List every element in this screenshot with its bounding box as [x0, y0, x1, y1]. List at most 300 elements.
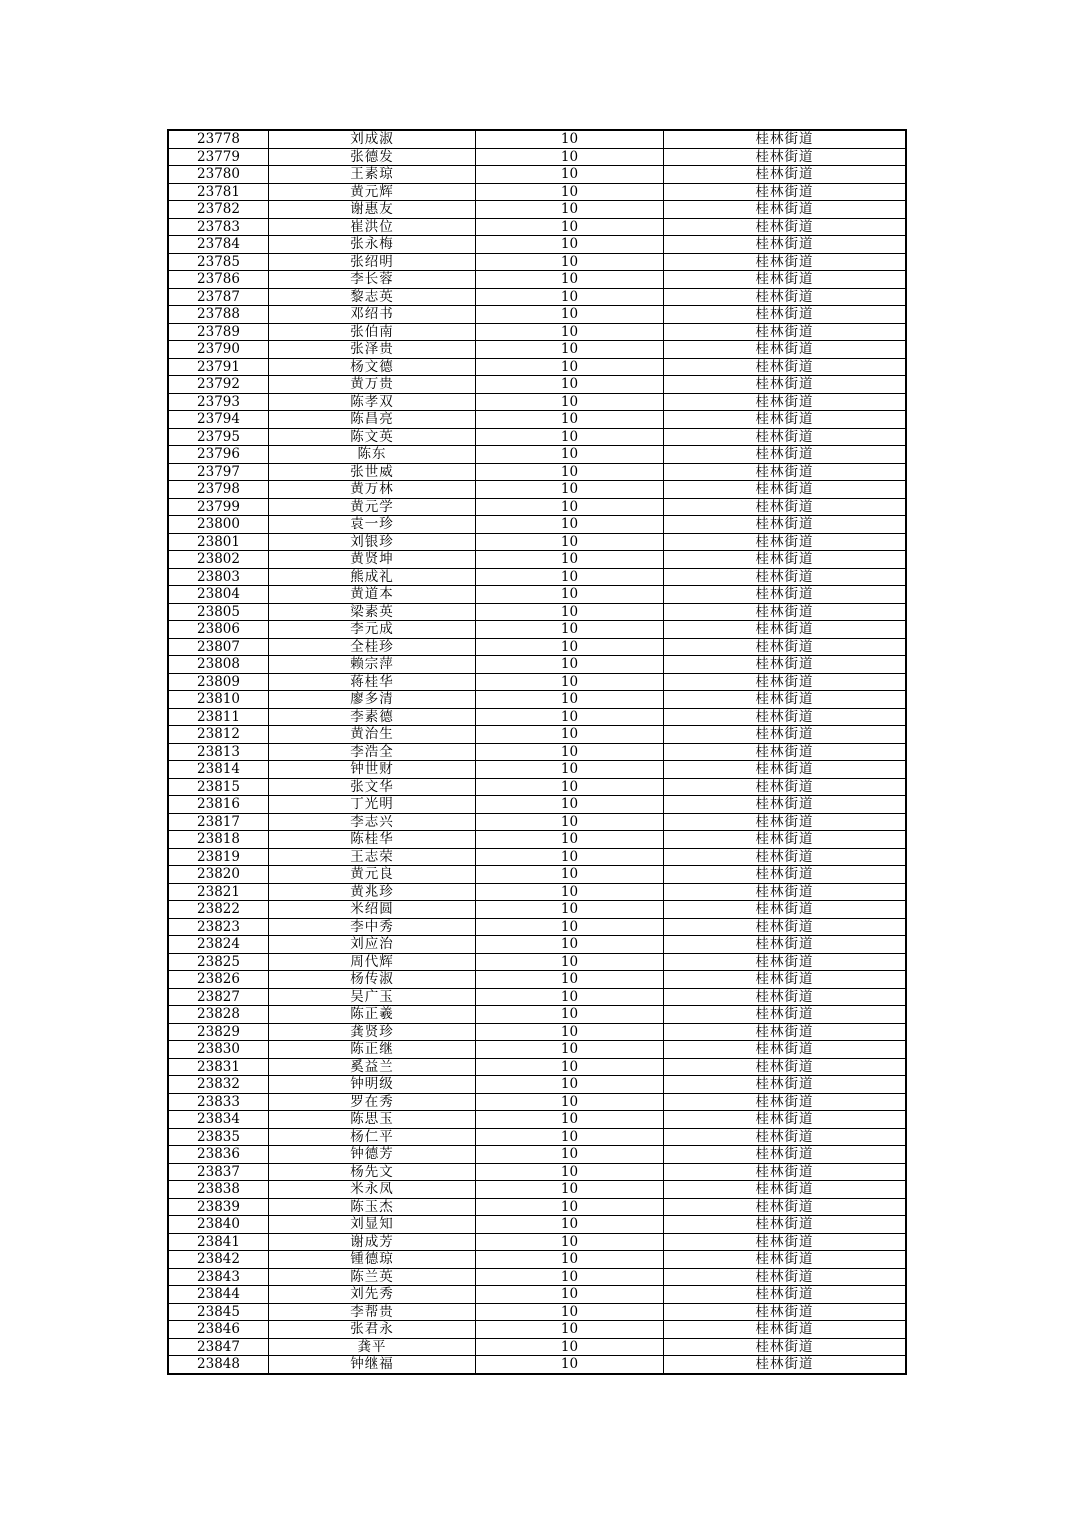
table-row [168, 848, 906, 866]
name-cell: 邓绍书 [269, 306, 476, 324]
amount-cell: 10 [476, 708, 664, 726]
table-row [168, 183, 906, 201]
amount-cell: 10 [476, 1356, 664, 1374]
name-cell: 张泽贵 [269, 341, 476, 359]
name-cell: 刘应治 [269, 936, 476, 954]
name-cell: 廖多清 [269, 691, 476, 709]
serial-number-cell: 23800 [168, 516, 269, 534]
table-row [168, 708, 906, 726]
subdistrict-cell: 桂林街道 [664, 463, 907, 481]
subdistrict-cell: 桂林街道 [664, 148, 907, 166]
table-row [168, 1233, 906, 1251]
serial-number-cell: 23795 [168, 428, 269, 446]
table-row [168, 341, 906, 359]
amount-cell: 10 [476, 1251, 664, 1269]
table-row [168, 148, 906, 166]
subdistrict-cell: 桂林街道 [664, 761, 907, 779]
subdistrict-cell: 桂林街道 [664, 551, 907, 569]
serial-number-cell: 23786 [168, 271, 269, 289]
serial-number-cell: 23838 [168, 1181, 269, 1199]
name-cell: 陈思玉 [269, 1111, 476, 1129]
serial-number-cell: 23791 [168, 358, 269, 376]
serial-number-cell: 23785 [168, 253, 269, 271]
name-cell: 李帮贵 [269, 1303, 476, 1321]
subdistrict-cell: 桂林街道 [664, 358, 907, 376]
subdistrict-cell: 桂林街道 [664, 271, 907, 289]
table-row [168, 1338, 906, 1356]
serial-number-cell: 23799 [168, 498, 269, 516]
serial-number-cell: 23824 [168, 936, 269, 954]
serial-number-cell: 23822 [168, 901, 269, 919]
serial-number-cell: 23803 [168, 568, 269, 586]
amount-cell: 10 [476, 516, 664, 534]
amount-cell: 10 [476, 831, 664, 849]
name-cell: 黄万林 [269, 481, 476, 499]
amount-cell: 10 [476, 1128, 664, 1146]
serial-number-cell: 23827 [168, 988, 269, 1006]
serial-number-cell: 23789 [168, 323, 269, 341]
subdistrict-cell: 桂林街道 [664, 183, 907, 201]
serial-number-cell: 23820 [168, 866, 269, 884]
subdistrict-cell: 桂林街道 [664, 1181, 907, 1199]
table-row [168, 376, 906, 394]
subdistrict-cell: 桂林街道 [664, 498, 907, 516]
amount-cell: 10 [476, 393, 664, 411]
amount-cell: 10 [476, 323, 664, 341]
name-cell: 王素琼 [269, 166, 476, 184]
name-cell: 周代辉 [269, 953, 476, 971]
serial-number-cell: 23836 [168, 1146, 269, 1164]
name-cell: 刘银珍 [269, 533, 476, 551]
name-cell: 陈文英 [269, 428, 476, 446]
table-row [168, 1093, 906, 1111]
table-row [168, 1268, 906, 1286]
name-cell: 梁素英 [269, 603, 476, 621]
table-row [168, 1041, 906, 1059]
serial-number-cell: 23846 [168, 1321, 269, 1339]
amount-cell: 10 [476, 130, 664, 148]
amount-cell: 10 [476, 218, 664, 236]
serial-number-cell: 23839 [168, 1198, 269, 1216]
amount-cell: 10 [476, 1023, 664, 1041]
serial-number-cell: 23832 [168, 1076, 269, 1094]
subdistrict-cell: 桂林街道 [664, 883, 907, 901]
amount-cell: 10 [476, 1146, 664, 1164]
serial-number-cell: 23805 [168, 603, 269, 621]
table-row [168, 533, 906, 551]
name-cell: 杨仁平 [269, 1128, 476, 1146]
name-cell: 钟继福 [269, 1356, 476, 1374]
amount-cell: 10 [476, 1198, 664, 1216]
table-row [168, 761, 906, 779]
serial-number-cell: 23819 [168, 848, 269, 866]
table-row [168, 463, 906, 481]
serial-number-cell: 23808 [168, 656, 269, 674]
table-row [168, 656, 906, 674]
serial-number-cell: 23787 [168, 288, 269, 306]
table-row [168, 411, 906, 429]
table-row [168, 166, 906, 184]
amount-cell: 10 [476, 236, 664, 254]
name-cell: 李志兴 [269, 813, 476, 831]
subdistrict-cell: 桂林街道 [664, 691, 907, 709]
name-cell: 陈正羲 [269, 1006, 476, 1024]
name-cell: 黄元学 [269, 498, 476, 516]
serial-number-cell: 23807 [168, 638, 269, 656]
serial-number-cell: 23817 [168, 813, 269, 831]
subdistrict-cell: 桂林街道 [664, 953, 907, 971]
amount-cell: 10 [476, 953, 664, 971]
table-row [168, 691, 906, 709]
serial-number-cell: 23780 [168, 166, 269, 184]
serial-number-cell: 23812 [168, 726, 269, 744]
table-row [168, 218, 906, 236]
subdistrict-cell: 桂林街道 [664, 516, 907, 534]
amount-cell: 10 [476, 866, 664, 884]
name-cell: 奚益兰 [269, 1058, 476, 1076]
amount-cell: 10 [476, 1181, 664, 1199]
serial-number-cell: 23811 [168, 708, 269, 726]
table-row [168, 428, 906, 446]
subdistrict-cell: 桂林街道 [664, 848, 907, 866]
amount-cell: 10 [476, 603, 664, 621]
name-cell: 陈兰英 [269, 1268, 476, 1286]
subdistrict-cell: 桂林街道 [664, 1321, 907, 1339]
name-cell: 黄道本 [269, 586, 476, 604]
amount-cell: 10 [476, 498, 664, 516]
subdistrict-cell: 桂林街道 [664, 586, 907, 604]
table-row [168, 1006, 906, 1024]
table-row [168, 1181, 906, 1199]
subdistrict-cell: 桂林街道 [664, 708, 907, 726]
amount-cell: 10 [476, 446, 664, 464]
name-cell: 陈玉杰 [269, 1198, 476, 1216]
subdistrict-cell: 桂林街道 [664, 1006, 907, 1024]
name-cell: 熊成礼 [269, 568, 476, 586]
table-row [168, 551, 906, 569]
name-cell: 陈桂华 [269, 831, 476, 849]
table-row [168, 813, 906, 831]
amount-cell: 10 [476, 586, 664, 604]
subdistrict-cell: 桂林街道 [664, 1233, 907, 1251]
name-cell: 钟明级 [269, 1076, 476, 1094]
table-row [168, 1163, 906, 1181]
name-cell: 刘先秀 [269, 1286, 476, 1304]
table-row [168, 271, 906, 289]
amount-cell: 10 [476, 638, 664, 656]
serial-number-cell: 23837 [168, 1163, 269, 1181]
subdistrict-cell: 桂林街道 [664, 621, 907, 639]
amount-cell: 10 [476, 183, 664, 201]
subdistrict-cell: 桂林街道 [664, 656, 907, 674]
subdistrict-cell: 桂林街道 [664, 201, 907, 219]
name-cell: 黎志英 [269, 288, 476, 306]
name-cell: 黄贤坤 [269, 551, 476, 569]
subdistrict-cell: 桂林街道 [664, 1268, 907, 1286]
amount-cell: 10 [476, 1321, 664, 1339]
subdistrict-cell: 桂林街道 [664, 673, 907, 691]
amount-cell: 10 [476, 656, 664, 674]
table-row [168, 358, 906, 376]
name-cell: 黄兆珍 [269, 883, 476, 901]
table-row [168, 1321, 906, 1339]
table-row [168, 498, 906, 516]
name-cell: 崔洪位 [269, 218, 476, 236]
name-cell: 李浩全 [269, 743, 476, 761]
table-row [168, 393, 906, 411]
subdistrict-cell: 桂林街道 [664, 743, 907, 761]
amount-cell: 10 [476, 376, 664, 394]
subdistrict-cell: 桂林街道 [664, 918, 907, 936]
name-cell: 吴广玉 [269, 988, 476, 1006]
serial-number-cell: 23828 [168, 1006, 269, 1024]
name-cell: 张伯南 [269, 323, 476, 341]
subdistrict-cell: 桂林街道 [664, 1251, 907, 1269]
subdistrict-cell: 桂林街道 [664, 236, 907, 254]
table-row [168, 288, 906, 306]
table-row [168, 901, 906, 919]
name-cell: 张世威 [269, 463, 476, 481]
table-row [168, 953, 906, 971]
name-cell: 陈东 [269, 446, 476, 464]
amount-cell: 10 [476, 1111, 664, 1129]
subdistrict-cell: 桂林街道 [664, 306, 907, 324]
name-cell: 张德发 [269, 148, 476, 166]
subdistrict-cell: 桂林街道 [664, 218, 907, 236]
amount-cell: 10 [476, 1303, 664, 1321]
subdistrict-cell: 桂林街道 [664, 1286, 907, 1304]
table-row [168, 130, 906, 148]
amount-cell: 10 [476, 463, 664, 481]
subdistrict-cell: 桂林街道 [664, 1338, 907, 1356]
subdistrict-cell: 桂林街道 [664, 428, 907, 446]
subdistrict-cell: 桂林街道 [664, 533, 907, 551]
subdistrict-cell: 桂林街道 [664, 1146, 907, 1164]
serial-number-cell: 23831 [168, 1058, 269, 1076]
serial-number-cell: 23809 [168, 673, 269, 691]
name-cell: 赖宗萍 [269, 656, 476, 674]
name-cell: 袁一珍 [269, 516, 476, 534]
amount-cell: 10 [476, 971, 664, 989]
serial-number-cell: 23841 [168, 1233, 269, 1251]
table-row [168, 446, 906, 464]
subdistrict-cell: 桂林街道 [664, 323, 907, 341]
name-cell: 王志荣 [269, 848, 476, 866]
name-cell: 黄治生 [269, 726, 476, 744]
serial-number-cell: 23779 [168, 148, 269, 166]
subdistrict-cell: 桂林街道 [664, 1198, 907, 1216]
amount-cell: 10 [476, 411, 664, 429]
amount-cell: 10 [476, 481, 664, 499]
subdistrict-cell: 桂林街道 [664, 988, 907, 1006]
table-row [168, 481, 906, 499]
amount-cell: 10 [476, 568, 664, 586]
table-row [168, 1146, 906, 1164]
serial-number-cell: 23806 [168, 621, 269, 639]
serial-number-cell: 23840 [168, 1216, 269, 1234]
serial-number-cell: 23796 [168, 446, 269, 464]
subdistrict-cell: 桂林街道 [664, 1023, 907, 1041]
name-cell: 张永梅 [269, 236, 476, 254]
table-row [168, 603, 906, 621]
amount-cell: 10 [476, 1233, 664, 1251]
subdistrict-cell: 桂林街道 [664, 726, 907, 744]
amount-cell: 10 [476, 1093, 664, 1111]
subdistrict-cell: 桂林街道 [664, 446, 907, 464]
serial-number-cell: 23844 [168, 1286, 269, 1304]
table-row [168, 1111, 906, 1129]
table-row [168, 831, 906, 849]
serial-number-cell: 23829 [168, 1023, 269, 1041]
serial-number-cell: 23821 [168, 883, 269, 901]
amount-cell: 10 [476, 358, 664, 376]
name-cell: 杨先文 [269, 1163, 476, 1181]
table-row [168, 253, 906, 271]
amount-cell: 10 [476, 1216, 664, 1234]
name-cell: 丁光明 [269, 796, 476, 814]
name-cell: 李长蓉 [269, 271, 476, 289]
subdistrict-cell: 桂林街道 [664, 1216, 907, 1234]
subdistrict-cell: 桂林街道 [664, 376, 907, 394]
name-cell: 钟世财 [269, 761, 476, 779]
table-row [168, 638, 906, 656]
name-cell: 米永凤 [269, 1181, 476, 1199]
table-row [168, 743, 906, 761]
name-cell: 陈昌亮 [269, 411, 476, 429]
amount-cell: 10 [476, 1268, 664, 1286]
serial-number-cell: 23834 [168, 1111, 269, 1129]
name-cell: 陈孝双 [269, 393, 476, 411]
subdistrict-cell: 桂林街道 [664, 1356, 907, 1374]
name-cell: 张文华 [269, 778, 476, 796]
name-cell: 谢成芳 [269, 1233, 476, 1251]
name-cell: 杨文德 [269, 358, 476, 376]
name-cell: 罗在秀 [269, 1093, 476, 1111]
name-cell: 米绍圆 [269, 901, 476, 919]
serial-number-cell: 23818 [168, 831, 269, 849]
amount-cell: 10 [476, 848, 664, 866]
amount-cell: 10 [476, 166, 664, 184]
name-cell: 刘显知 [269, 1216, 476, 1234]
name-cell: 谢惠友 [269, 201, 476, 219]
name-cell: 李素德 [269, 708, 476, 726]
table-row [168, 866, 906, 884]
subdistrict-cell: 桂林街道 [664, 1163, 907, 1181]
amount-cell: 10 [476, 288, 664, 306]
amount-cell: 10 [476, 691, 664, 709]
serial-number-cell: 23790 [168, 341, 269, 359]
serial-number-cell: 23830 [168, 1041, 269, 1059]
table-row [168, 1076, 906, 1094]
serial-number-cell: 23815 [168, 778, 269, 796]
name-cell: 黄元良 [269, 866, 476, 884]
amount-cell: 10 [476, 1006, 664, 1024]
amount-cell: 10 [476, 271, 664, 289]
amount-cell: 10 [476, 761, 664, 779]
serial-number-cell: 23810 [168, 691, 269, 709]
serial-number-cell: 23798 [168, 481, 269, 499]
table-row [168, 323, 906, 341]
subdistrict-cell: 桂林街道 [664, 1058, 907, 1076]
table-row [168, 1251, 906, 1269]
table-row [168, 778, 906, 796]
serial-number-cell: 23794 [168, 411, 269, 429]
serial-number-cell: 23778 [168, 130, 269, 148]
name-cell: 钟德芳 [269, 1146, 476, 1164]
amount-cell: 10 [476, 813, 664, 831]
name-cell: 黄元辉 [269, 183, 476, 201]
serial-number-cell: 23842 [168, 1251, 269, 1269]
subdistrict-cell: 桂林街道 [664, 1303, 907, 1321]
table-row [168, 201, 906, 219]
amount-cell: 10 [476, 918, 664, 936]
table-row [168, 1286, 906, 1304]
amount-cell: 10 [476, 1163, 664, 1181]
amount-cell: 10 [476, 901, 664, 919]
name-cell: 李中秀 [269, 918, 476, 936]
records-table [167, 129, 907, 1375]
serial-number-cell: 23782 [168, 201, 269, 219]
serial-number-cell: 23845 [168, 1303, 269, 1321]
amount-cell: 10 [476, 341, 664, 359]
name-cell: 黄万贵 [269, 376, 476, 394]
table-row [168, 971, 906, 989]
subdistrict-cell: 桂林街道 [664, 901, 907, 919]
name-cell: 张君永 [269, 1321, 476, 1339]
name-cell: 全桂珍 [269, 638, 476, 656]
serial-number-cell: 23792 [168, 376, 269, 394]
amount-cell: 10 [476, 1076, 664, 1094]
serial-number-cell: 23843 [168, 1268, 269, 1286]
table-row [168, 568, 906, 586]
serial-number-cell: 23788 [168, 306, 269, 324]
subdistrict-cell: 桂林街道 [664, 341, 907, 359]
amount-cell: 10 [476, 1286, 664, 1304]
records-table-body [168, 130, 906, 1374]
amount-cell: 10 [476, 621, 664, 639]
amount-cell: 10 [476, 148, 664, 166]
amount-cell: 10 [476, 796, 664, 814]
table-row [168, 796, 906, 814]
serial-number-cell: 23816 [168, 796, 269, 814]
amount-cell: 10 [476, 1058, 664, 1076]
serial-number-cell: 23825 [168, 953, 269, 971]
amount-cell: 10 [476, 743, 664, 761]
amount-cell: 10 [476, 428, 664, 446]
table-row [168, 673, 906, 691]
amount-cell: 10 [476, 533, 664, 551]
amount-cell: 10 [476, 726, 664, 744]
name-cell: 杨传淑 [269, 971, 476, 989]
subdistrict-cell: 桂林街道 [664, 813, 907, 831]
name-cell: 龚平 [269, 1338, 476, 1356]
amount-cell: 10 [476, 988, 664, 1006]
serial-number-cell: 23823 [168, 918, 269, 936]
subdistrict-cell: 桂林街道 [664, 1041, 907, 1059]
subdistrict-cell: 桂林街道 [664, 481, 907, 499]
name-cell: 李元成 [269, 621, 476, 639]
subdistrict-cell: 桂林街道 [664, 603, 907, 621]
amount-cell: 10 [476, 201, 664, 219]
table-row [168, 586, 906, 604]
subdistrict-cell: 桂林街道 [664, 288, 907, 306]
subdistrict-cell: 桂林街道 [664, 166, 907, 184]
name-cell: 刘成淑 [269, 130, 476, 148]
table-row [168, 1198, 906, 1216]
table-row [168, 918, 906, 936]
subdistrict-cell: 桂林街道 [664, 1076, 907, 1094]
serial-number-cell: 23833 [168, 1093, 269, 1111]
